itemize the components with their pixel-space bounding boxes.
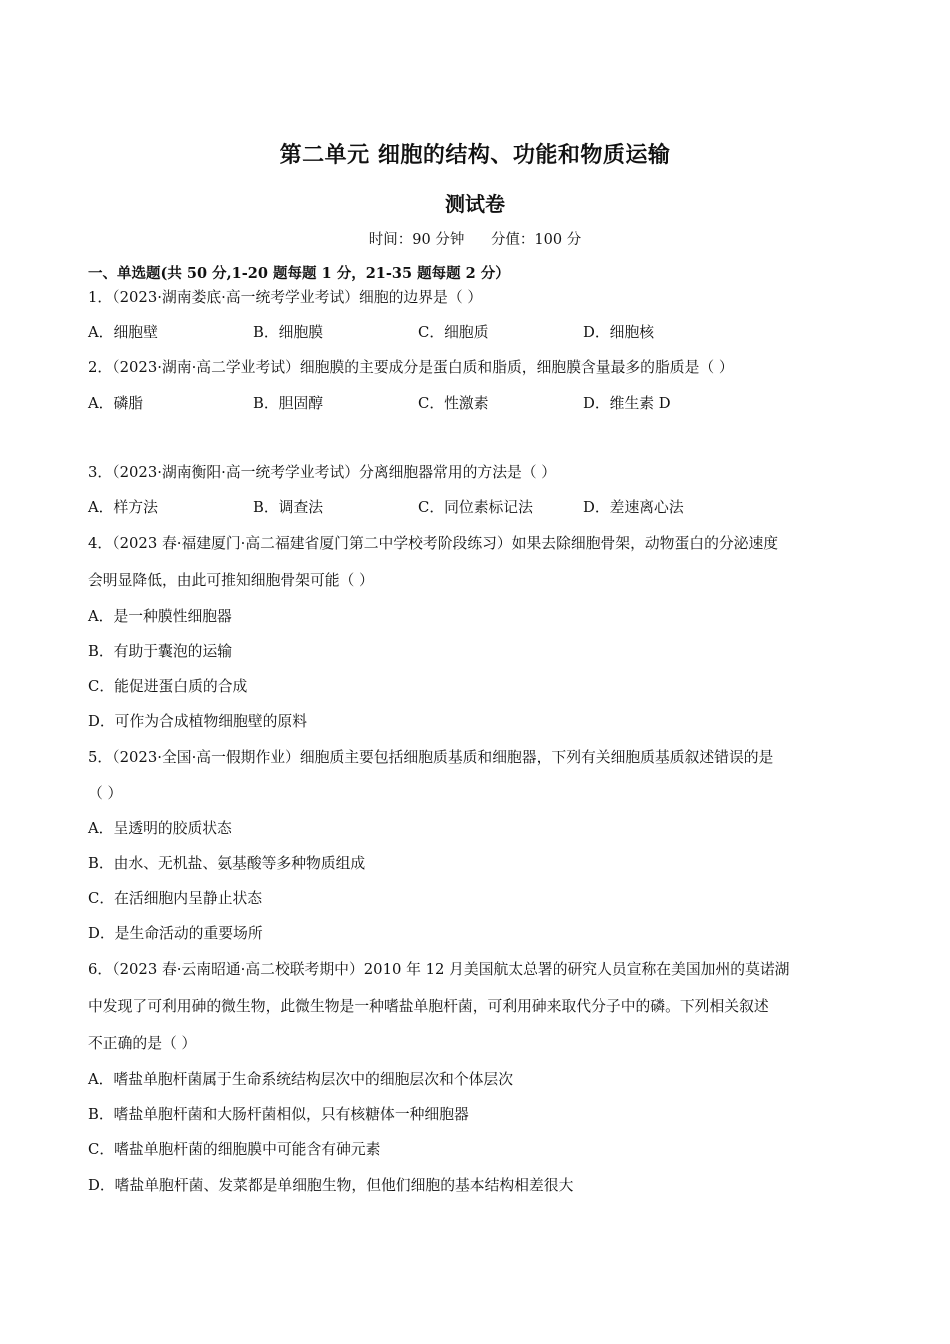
option-d: D．细胞核 (583, 324, 655, 341)
question-2-stem: 2．（2023·湖南·高二学业考试）细胞膜的主要成分是蛋白质和脂质，细胞膜含量最多的脂质是（ ） (88, 359, 734, 376)
question-2-options (88, 394, 748, 414)
question-6-stem-line-2: 中发现了可利用砷的微生物，此微生物是一种嗜盐单胞杆菌，可利用砷来取代分子中的磷。下列相关叙述 (88, 998, 769, 1015)
page-subtitle: 测试卷 (445, 192, 505, 216)
question-3-stem: 3．（2023·湖南衡阳·高一统考学业考试）分离细胞器常用的方法是（ ） (88, 464, 557, 481)
option-c: C．细胞质 (418, 324, 489, 341)
exam-score: 分值：100 分 (490, 232, 582, 248)
exam-meta (0, 228, 950, 249)
question-5-stem-line-2: （ ） (88, 785, 123, 802)
section-heading: 一、单选题(共 50 分,1-20 题每题 1 分，21-35 题每题 2 分） (88, 265, 510, 282)
option-a: A．细胞壁 (88, 324, 158, 341)
option-a: A．样方法 (88, 499, 158, 516)
question-4-option-b: B．有助于囊泡的运输 (88, 643, 233, 660)
option-d: D．差速离心法 (583, 499, 684, 516)
question-4-option-a: A．是一种膜性细胞器 (88, 608, 232, 625)
option-b: B．细胞膜 (253, 324, 324, 341)
option-d: D．维生素 D (583, 395, 671, 412)
question-4-stem-line-1: 4．（2023 春·福建厦门·高二福建省厦门第二中学校考阶段练习）如果去除细胞骨架，动物蛋白的分泌速度 (88, 535, 779, 552)
question-6-stem-line-3: 不正确的是（ ） (88, 1035, 197, 1052)
question-1-options (88, 323, 748, 343)
question-6-option-d: D．嗜盐单胞杆菌、发菜都是单细胞生物，但他们细胞的基本结构相差很大 (88, 1177, 574, 1194)
question-6-option-c: C．嗜盐单胞杆菌的细胞膜中可能含有砷元素 (88, 1141, 381, 1158)
question-1-stem: 1．（2023·湖南娄底·高一统考学业考试）细胞的边界是（ ） (88, 289, 483, 306)
question-6-stem-line-1: 6．（2023 春·云南昭通·高二校联考期中）2010 年 12 月美国航太总署的研究人员宣称在美国加州的莫诺湖 (88, 961, 790, 978)
exam-time: 时间：90 分钟 (368, 232, 465, 248)
question-5-option-d: D．是生命活动的重要场所 (88, 925, 263, 942)
option-a: A．磷脂 (88, 395, 144, 412)
question-5-option-c: C．在活细胞内呈静止状态 (88, 890, 263, 907)
question-4-option-c: C．能促进蛋白质的合成 (88, 678, 248, 695)
question-3-options (88, 498, 748, 518)
option-b: B．胆固醇 (253, 395, 324, 412)
question-5-stem-line-1: 5．（2023·全国·高一假期作业）细胞质主要包括细胞质基质和细胞器，下列有关细胞质基质叙述错误的是 (88, 749, 774, 766)
question-4-option-d: D．可作为合成植物细胞壁的原料 (88, 713, 308, 730)
question-5-option-b: B．由水、无机盐、氨基酸等多种物质组成 (88, 855, 366, 872)
page-title: 第二单元 细胞的结构、功能和物质运输 (279, 142, 671, 168)
question-5-option-a: A．呈透明的胶质状态 (88, 820, 232, 837)
question-6-option-a: A．嗜盐单胞杆菌属于生命系统结构层次中的细胞层次和个体层次 (88, 1071, 514, 1088)
question-6-option-b: B．嗜盐单胞杆菌和大肠杆菌相似，只有核糖体一种细胞器 (88, 1106, 469, 1123)
option-c: C．性激素 (418, 395, 489, 412)
option-c: C．同位素标记法 (418, 499, 533, 516)
question-4-stem-line-2: 会明显降低，由此可推知细胞骨架可能（ ） (88, 572, 374, 589)
option-b: B．调查法 (253, 499, 324, 516)
